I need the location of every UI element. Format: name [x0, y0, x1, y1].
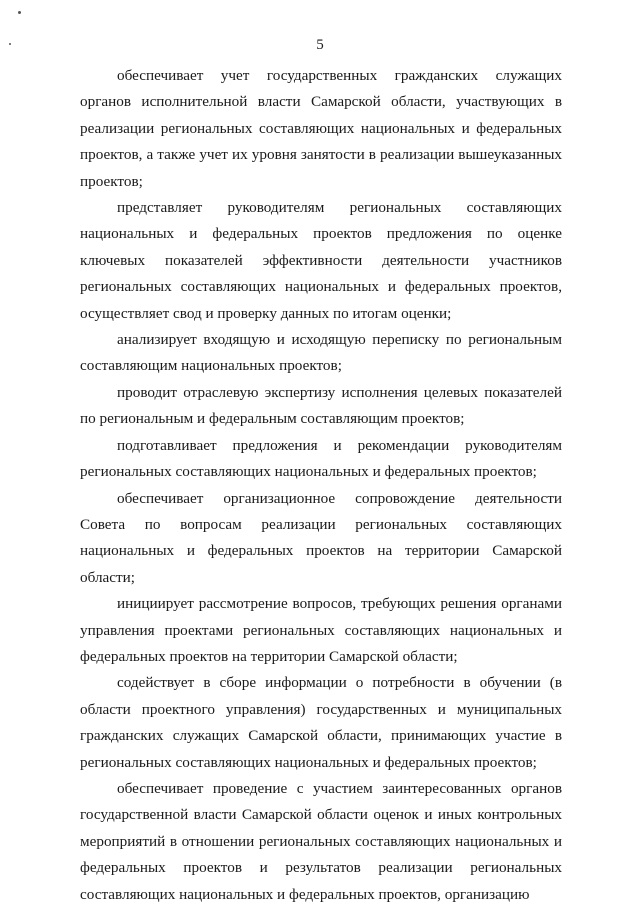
paragraph: анализирует входящую и исходящую переписку по региональным составляющим национальных проектов; [80, 331, 562, 375]
paragraph: подготавливает предложения и рекомендации руководителям региональных составляющих национальных и федеральных проектов; [80, 436, 562, 481]
paragraph: обеспечивает проведение с участием заинтересованных органов государственной власти Самарской области оценок и иных контрольных мероприятий в отношении региональных составляющих национальных и федеральных проектов и результатов реализации региональных составляющих национальных и федеральных проектов, организацию [80, 779, 562, 903]
paragraph: инициирует рассмотрение вопросов, требующих решения органами управления проектами региональных составляющих национальных и федеральных проектов на территории Самарской области; [80, 595, 562, 665]
paragraph: представляет руководителям региональных составляющих национальных и федеральных проектов предложения по оценке ключевых показателей эффективности деятельности участников региональных составляющих национальных и федеральных проектов, осуществляет свод и проверку данных по итогам оценки; [80, 199, 562, 322]
paragraph: обеспечивает учет государственных гражданских служащих органов исполнительной власти Самарской области, участвующих в реализации региональных составляющих национальных и федеральных проектов, а также учет их уровня занятости в реализации вышеуказанных проектов; [80, 67, 562, 190]
paragraph: обеспечивает организационное сопровождение деятельности Совета по вопросам реализации региональных составляющих национальных и федеральных проектов на территории Самарской области; [80, 489, 562, 586]
page-number: 5 [316, 37, 324, 53]
paragraph: проводит отраслевую экспертизу исполнения целевых показателей по региональным и федеральным составляющим проектов; [80, 383, 562, 428]
document-body [80, 63, 562, 908]
paragraph: содействует в сборе информации о потребности в обучении (в области проектного управления) государственных и муниципальных гражданских служащих Самарской области, принимающих участие в региональных составляющих национальных и федеральных проектов; [80, 674, 562, 771]
scan-speck [18, 11, 21, 14]
